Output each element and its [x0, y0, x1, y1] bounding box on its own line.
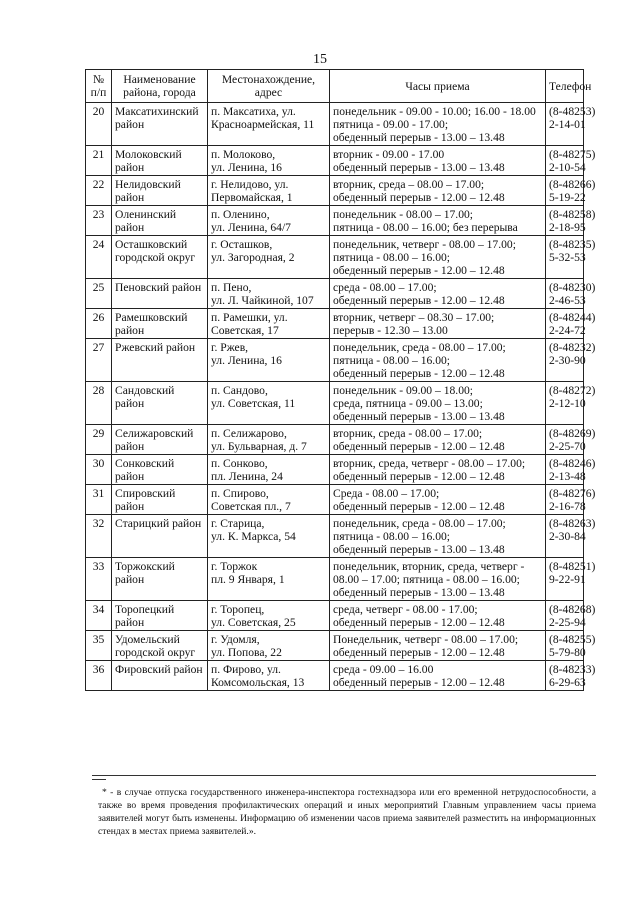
- district-address-line: ул. Советская, 11: [211, 397, 296, 410]
- district-address-line: Советская пл., 7: [211, 500, 291, 513]
- district-address-line: Комсомольская, 13: [211, 676, 305, 689]
- row-number: 31: [86, 485, 112, 515]
- phone-number-line: 2-30-90: [549, 354, 586, 367]
- district-name-line: Пеновский район: [115, 281, 202, 294]
- district-name-line: район: [115, 397, 145, 410]
- reception-hours: [330, 515, 546, 558]
- footnote-divider: [92, 775, 596, 776]
- phone-number: [546, 236, 596, 279]
- phone-number-line: (8-48246): [549, 457, 596, 470]
- reception-hours-line: пятница - 08.00 – 16.00;: [333, 251, 451, 264]
- district-name-line: Торопецкий: [115, 603, 175, 616]
- reception-hours-line: пятница - 08.00 – 16.00;: [333, 530, 451, 543]
- reception-hours-line: вторник, среда – 08.00 – 17.00;: [333, 178, 485, 191]
- district-name: [112, 309, 208, 339]
- phone-number: [546, 103, 596, 146]
- reception-hours-line: понедельник - 09.00 – 18.00;: [333, 384, 474, 397]
- district-address-line: п. Молоково,: [211, 148, 276, 161]
- district-name-line: Спировский: [115, 487, 176, 500]
- row-number: 33: [86, 558, 112, 601]
- reception-hours-line: обеденный перерыв - 13.00 – 13.48: [333, 543, 505, 556]
- reception-hours-line: обеденный перерыв - 12.00 – 12.48: [333, 294, 505, 307]
- district-address: [208, 515, 330, 558]
- district-address-line: ул. Ленина, 16: [211, 354, 282, 367]
- district-address: [208, 455, 330, 485]
- phone-number-line: (8-48266): [549, 178, 596, 191]
- table-body: [86, 103, 596, 691]
- reception-hours: [330, 558, 546, 601]
- phone-number-line: (8-48258): [549, 208, 596, 221]
- reception-hours: [330, 146, 546, 176]
- table-header-row: [86, 70, 584, 103]
- reception-hours-line: обеденный перерыв - 12.00 – 12.48: [333, 646, 505, 659]
- phone-number-line: (8-48276): [549, 487, 596, 500]
- phone-number-line: (8-48232): [549, 341, 596, 354]
- district-name: [112, 661, 208, 691]
- phone-number: [546, 425, 596, 455]
- phone-number: [546, 146, 596, 176]
- district-address-line: ул. К. Маркса, 54: [211, 530, 296, 543]
- district-address-line: г. Осташков,: [211, 238, 273, 251]
- table-row: [86, 485, 584, 515]
- district-name: [112, 515, 208, 558]
- reception-hours-line: обеденный перерыв - 12.00 – 12.48: [333, 676, 505, 689]
- district-address: [208, 279, 330, 309]
- district-name-line: район: [115, 118, 145, 131]
- district-address-line: ул. Советская, 25: [211, 616, 296, 629]
- reception-hours-line: вторник, четверг – 08.30 – 17.00;: [333, 311, 495, 324]
- district-address-line: г. Старица,: [211, 517, 265, 530]
- district-address-line: п. Оленино,: [211, 208, 270, 221]
- district-name-line: Старицкий район: [115, 517, 202, 530]
- district-address-line: п. Максатиха, ул.: [211, 105, 296, 118]
- district-name: [112, 339, 208, 382]
- table-row: [86, 206, 584, 236]
- table-row: [86, 515, 584, 558]
- district-name: [112, 382, 208, 425]
- phone-number: [546, 631, 596, 661]
- district-address-line: ул. Бульварная, д. 7: [211, 440, 307, 453]
- district-address-line: ул. Ленина, 16: [211, 161, 282, 174]
- reception-hours-line: среда - 09.00 – 16.00: [333, 663, 434, 676]
- district-name-line: Удомельский: [115, 633, 180, 646]
- phone-number-line: 6-29-63: [549, 676, 586, 689]
- district-name: [112, 176, 208, 206]
- reception-hours-line: среда, четверг - 08.00 - 17.00;: [333, 603, 478, 616]
- phone-number: [546, 601, 596, 631]
- phone-number-line: (8-48235): [549, 238, 596, 251]
- district-address-line: Советская, 17: [211, 324, 279, 337]
- row-number: 29: [86, 425, 112, 455]
- phone-number-line: (8-48275): [549, 148, 596, 161]
- table-row: [86, 176, 584, 206]
- district-name-line: городской округ: [115, 646, 196, 659]
- phone-number: [546, 339, 596, 382]
- reception-hours-table: [85, 69, 596, 691]
- row-number: 20: [86, 103, 112, 146]
- header-phone: Телефон: [546, 70, 584, 103]
- row-number: 27: [86, 339, 112, 382]
- reception-hours-line: обеденный перерыв - 12.00 – 12.48: [333, 440, 505, 453]
- district-address-line: г. Торопец,: [211, 603, 265, 616]
- row-number: 23: [86, 206, 112, 236]
- phone-number-line: (8-48253): [549, 105, 596, 118]
- district-address-line: г. Нелидово, ул.: [211, 178, 289, 191]
- reception-hours-line: вторник, среда, четверг - 08.00 – 17.00;: [333, 457, 526, 470]
- district-address: [208, 236, 330, 279]
- phone-number-line: (8-48230): [549, 281, 596, 294]
- district-address: [208, 339, 330, 382]
- phone-number-line: 2-24-72: [549, 324, 586, 337]
- table-row: [86, 309, 584, 339]
- district-address: [208, 661, 330, 691]
- reception-hours-line: Понедельник, четверг - 08.00 – 17.00;: [333, 633, 519, 646]
- district-name: [112, 485, 208, 515]
- phone-number: [546, 485, 596, 515]
- reception-hours-line: обеденный перерыв - 13.00 – 13.48: [333, 131, 505, 144]
- phone-number: [546, 515, 596, 558]
- district-address-line: п. Фирово, ул.: [211, 663, 281, 676]
- row-number: 34: [86, 601, 112, 631]
- district-address: [208, 206, 330, 236]
- phone-number-line: 2-30-84: [549, 530, 586, 543]
- reception-hours: [330, 339, 546, 382]
- reception-hours: [330, 236, 546, 279]
- reception-hours-line: среда, пятница - 09.00 – 13.00;: [333, 397, 483, 410]
- header-hours: Часы приема: [330, 70, 546, 103]
- district-name-line: Молоковский: [115, 148, 182, 161]
- phone-number-line: (8-48233): [549, 663, 596, 676]
- district-address-line: п. Рамешки, ул.: [211, 311, 288, 324]
- district-name-line: Рамешковский: [115, 311, 188, 324]
- district-name: [112, 631, 208, 661]
- district-name-line: городской округ: [115, 251, 196, 264]
- phone-number-line: (8-48272): [549, 384, 596, 397]
- phone-number-line: 9-22-91: [549, 573, 586, 586]
- district-address-line: п. Селижарово,: [211, 427, 287, 440]
- reception-hours: [330, 206, 546, 236]
- district-name-line: Фировский район: [115, 663, 203, 676]
- reception-hours-line: вторник, среда - 08.00 – 17.00;: [333, 427, 483, 440]
- phone-number-line: (8-48269): [549, 427, 596, 440]
- table-row: [86, 382, 584, 425]
- reception-hours-line: обеденный перерыв - 13.00 – 13.48: [333, 410, 505, 423]
- district-address: [208, 176, 330, 206]
- row-number: 22: [86, 176, 112, 206]
- reception-hours: [330, 176, 546, 206]
- district-address: [208, 103, 330, 146]
- district-name-line: Осташковский: [115, 238, 188, 251]
- table-row: [86, 455, 584, 485]
- phone-number-line: (8-48244): [549, 311, 596, 324]
- district-name: [112, 236, 208, 279]
- district-name: [112, 455, 208, 485]
- row-number: 25: [86, 279, 112, 309]
- table-row: [86, 146, 584, 176]
- reception-hours-line: пятница - 09.00 - 17.00;: [333, 118, 449, 131]
- header-name: Наименование района, города: [112, 70, 208, 103]
- district-address: [208, 631, 330, 661]
- reception-hours-line: вторник - 09.00 - 17.00: [333, 148, 445, 161]
- table-row: [86, 103, 584, 146]
- district-name-line: район: [115, 324, 145, 337]
- district-address: [208, 558, 330, 601]
- district-address: [208, 485, 330, 515]
- table-row: [86, 631, 584, 661]
- reception-hours-line: понедельник - 08.00 – 17.00;: [333, 208, 474, 221]
- phone-number: [546, 661, 596, 691]
- district-address-line: Первомайская, 1: [211, 191, 293, 204]
- reception-hours-line: понедельник, четверг - 08.00 – 17.00;: [333, 238, 516, 251]
- row-number: 30: [86, 455, 112, 485]
- phone-number: [546, 206, 596, 236]
- phone-number-line: 5-19-22: [549, 191, 586, 204]
- district-name-line: Сонковский: [115, 457, 175, 470]
- phone-number: [546, 309, 596, 339]
- table-row: [86, 339, 584, 382]
- phone-number-line: (8-48263): [549, 517, 596, 530]
- district-name-line: район: [115, 470, 145, 483]
- header-address: Местонахождение, адрес: [208, 70, 330, 103]
- table-row: [86, 661, 584, 691]
- reception-hours-line: обеденный перерыв - 12.00 – 12.48: [333, 264, 505, 277]
- header-num: № п/п: [86, 70, 112, 103]
- district-address-line: г. Ржев,: [211, 341, 249, 354]
- phone-number-line: 2-10-54: [549, 161, 586, 174]
- phone-number-line: 5-32-53: [549, 251, 586, 264]
- reception-hours-line: понедельник, среда - 08.00 – 17.00;: [333, 341, 506, 354]
- phone-number-line: 2-13-48: [549, 470, 586, 483]
- phone-number-line: (8-48251): [549, 560, 596, 573]
- row-number: 35: [86, 631, 112, 661]
- reception-hours: [330, 103, 546, 146]
- table-row: [86, 425, 584, 455]
- reception-hours-line: понедельник, среда - 08.00 – 17.00;: [333, 517, 506, 530]
- district-address-line: ул. Загородная, 2: [211, 251, 295, 264]
- table-row: [86, 236, 584, 279]
- reception-hours-line: понедельник - 09.00 - 10.00; 16.00 - 18.00: [333, 105, 536, 118]
- phone-number-line: 5-79-80: [549, 646, 586, 659]
- reception-hours-line: понедельник, вторник, среда, четверг -: [333, 560, 525, 573]
- row-number: 24: [86, 236, 112, 279]
- district-address-line: п. Пено,: [211, 281, 252, 294]
- reception-hours: [330, 309, 546, 339]
- district-name-line: район: [115, 191, 145, 204]
- district-name: [112, 206, 208, 236]
- reception-hours-line: пятница - 08.00 – 16.00;: [333, 354, 451, 367]
- phone-number: [546, 382, 596, 425]
- phone-number: [546, 279, 596, 309]
- district-name-line: район: [115, 616, 145, 629]
- footnote-marker-rule: [92, 779, 106, 780]
- reception-hours-line: обеденный перерыв - 13.00 – 13.48: [333, 586, 505, 599]
- reception-hours-line: перерыв - 12.30 – 13.00: [333, 324, 448, 337]
- footnote-text: * - в случае отпуска государственного инженера-инспектора гостехнадзора или его временной нетрудоспособности, а также во время проведения профилактических операций и иных мероприятий Главным управлением часы приема заявителей могут быть изменены. Информацию об изменении часов приема заявителей разместить на информационных стендах в местах приема заявителей.».: [98, 787, 596, 837]
- district-name-line: район: [115, 500, 145, 513]
- reception-hours-line: Среда - 08.00 – 17.00;: [333, 487, 440, 500]
- district-name-line: Нелидовский: [115, 178, 181, 191]
- district-address: [208, 309, 330, 339]
- reception-hours: [330, 601, 546, 631]
- row-number: 21: [86, 146, 112, 176]
- reception-hours-line: обеденный перерыв - 13.00 – 13.48: [333, 161, 505, 174]
- district-address: [208, 382, 330, 425]
- district-address-line: г. Удомля,: [211, 633, 260, 646]
- row-number: 26: [86, 309, 112, 339]
- district-name-line: Оленинский: [115, 208, 177, 221]
- district-address: [208, 146, 330, 176]
- district-address: [208, 601, 330, 631]
- district-address-line: п. Спирово,: [211, 487, 269, 500]
- district-address-line: п. Сонково,: [211, 457, 268, 470]
- reception-hours: [330, 455, 546, 485]
- reception-hours-line: пятница - 08.00 – 16.00; без перерыва: [333, 221, 518, 234]
- reception-hours: [330, 382, 546, 425]
- district-name-line: Ржевский район: [115, 341, 196, 354]
- table-row: [86, 601, 584, 631]
- district-name-line: Селижаровский: [115, 427, 194, 440]
- district-name-line: район: [115, 573, 145, 586]
- district-address-line: п. Сандово,: [211, 384, 268, 397]
- reception-hours: [330, 279, 546, 309]
- reception-hours-line: обеденный перерыв - 12.00 – 12.48: [333, 191, 505, 204]
- reception-hours-line: обеденный перерыв - 12.00 – 12.48: [333, 616, 505, 629]
- row-number: 28: [86, 382, 112, 425]
- phone-number-line: 2-25-94: [549, 616, 586, 629]
- reception-hours: [330, 485, 546, 515]
- district-address-line: Красноармейская, 11: [211, 118, 315, 131]
- phone-number: [546, 558, 596, 601]
- reception-hours-line: 08.00 – 17.00; пятница - 08.00 – 16.00;: [333, 573, 520, 586]
- district-name: [112, 558, 208, 601]
- district-name-line: Торжокский: [115, 560, 175, 573]
- page-number: 15: [313, 52, 327, 67]
- district-address-line: пл. 9 Января, 1: [211, 573, 285, 586]
- district-name-line: Максатихинский: [115, 105, 199, 118]
- district-address: [208, 425, 330, 455]
- phone-number-line: 2-14-01: [549, 118, 586, 131]
- phone-number: [546, 176, 596, 206]
- district-name: [112, 425, 208, 455]
- district-name: [112, 103, 208, 146]
- district-name-line: район: [115, 221, 145, 234]
- reception-hours-line: среда - 08.00 – 17.00;: [333, 281, 437, 294]
- reception-hours: [330, 631, 546, 661]
- reception-hours-line: обеденный перерыв - 12.00 – 12.48: [333, 470, 505, 483]
- reception-hours: [330, 661, 546, 691]
- district-name-line: район: [115, 161, 145, 174]
- district-address-line: ул. Попова, 22: [211, 646, 282, 659]
- phone-number-line: (8-48268): [549, 603, 596, 616]
- district-name: [112, 601, 208, 631]
- reception-hours: [330, 425, 546, 455]
- district-address-line: ул. Ленина, 64/7: [211, 221, 291, 234]
- reception-hours-line: обеденный перерыв - 12.00 – 12.48: [333, 500, 505, 513]
- row-number: 36: [86, 661, 112, 691]
- district-name: [112, 146, 208, 176]
- reception-hours-line: обеденный перерыв - 12.00 – 12.48: [333, 367, 505, 380]
- district-address-line: г. Торжок: [211, 560, 258, 573]
- district-address-line: пл. Ленина, 24: [211, 470, 283, 483]
- district-address-line: ул. Л. Чайкиной, 107: [211, 294, 314, 307]
- district-name: [112, 279, 208, 309]
- district-name-line: Сандовский: [115, 384, 175, 397]
- phone-number-line: 2-25-70: [549, 440, 586, 453]
- phone-number-line: 2-16-78: [549, 500, 586, 513]
- phone-number-line: 2-12-10: [549, 397, 586, 410]
- district-name-line: район: [115, 440, 145, 453]
- phone-number-line: 2-46-53: [549, 294, 586, 307]
- phone-number: [546, 455, 596, 485]
- table-row: [86, 558, 584, 601]
- row-number: 32: [86, 515, 112, 558]
- phone-number-line: 2-18-95: [549, 221, 586, 234]
- table-row: [86, 279, 584, 309]
- phone-number-line: (8-48255): [549, 633, 596, 646]
